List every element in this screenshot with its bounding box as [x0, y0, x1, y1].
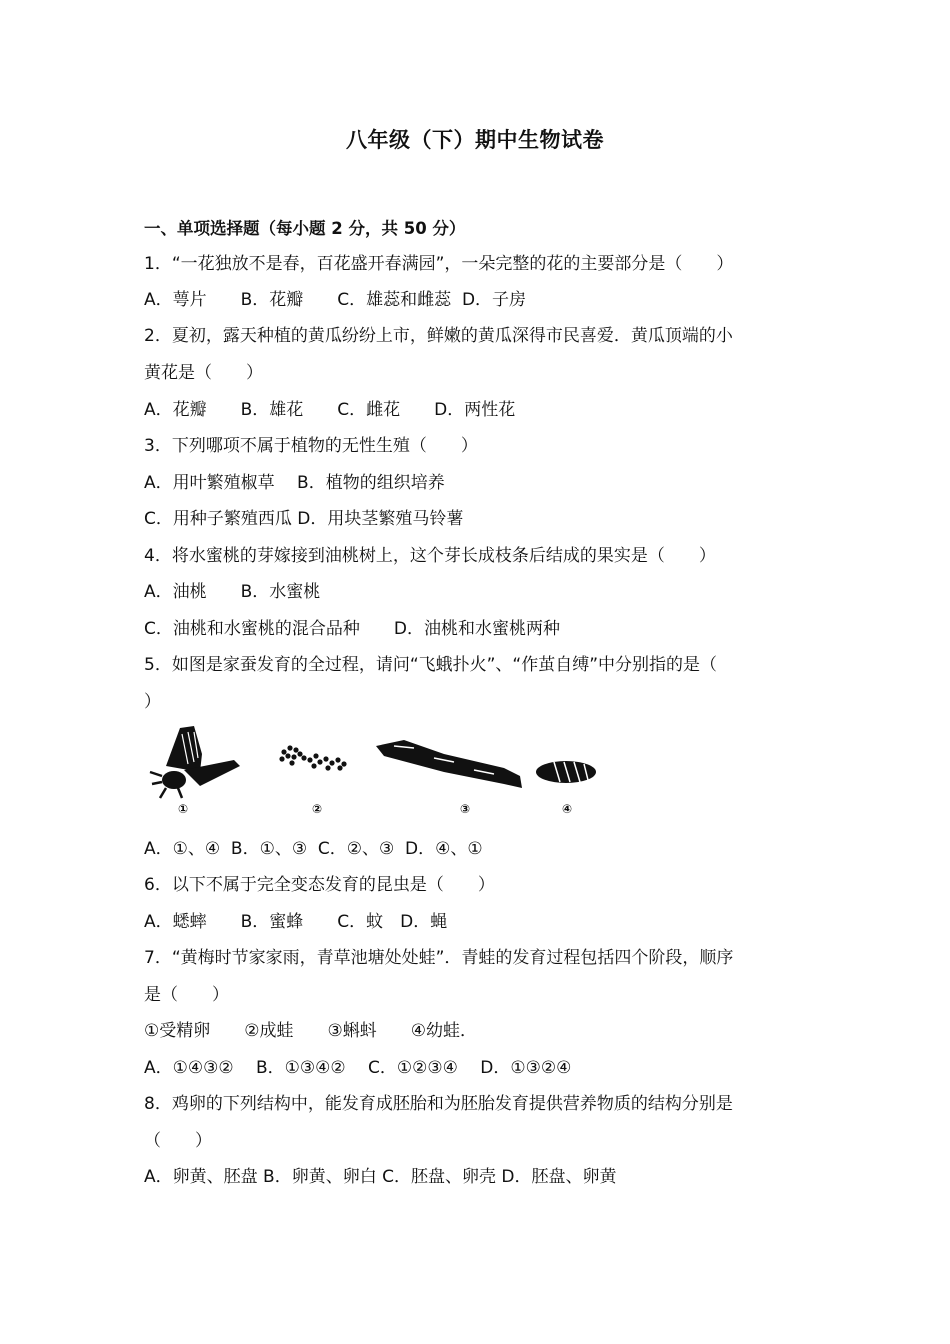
page-title: 八年级（下）期中生物试卷	[346, 128, 604, 152]
section-heading: 一、单项选择题（每小题 2 分，共 50 分）	[144, 219, 466, 238]
figure-label-1: ①	[178, 802, 189, 816]
figure-label-2: ②	[312, 802, 323, 816]
question-3: 3．下列哪项不属于植物的无性生殖（ ）	[144, 436, 478, 456]
question-1-options: A．萼片 B．花瓣 C．雄蕊和雌蕊 D．子房	[144, 290, 527, 310]
larva-icon	[376, 740, 522, 788]
question-4-options-ab: A．油桃 B．水蜜桃	[144, 582, 321, 602]
moth-icon	[150, 726, 240, 798]
question-3-options-ab: A．用叶繁殖椒草 B．植物的组织培养	[144, 473, 445, 493]
question-7-stages: ①受精卵 ②成蛙 ③蝌蚪 ④幼蛙．	[144, 1021, 477, 1041]
silkworm-lifecycle-image	[144, 724, 604, 820]
question-2-cont: 黄花是（ ）	[144, 363, 263, 383]
silkworm-lifecycle-figure	[144, 724, 604, 820]
question-8-options: A．卵黄、胚盘 B．卵黄、卵白 C．胚盘、卵壳 D．胚盘、卵黄	[144, 1167, 617, 1187]
question-5-cont: ）	[144, 692, 161, 712]
question-6-options: A．蟋蟀 B．蜜蜂 C．蚊 D．蝇	[144, 912, 448, 932]
question-4: 4．将水蜜桃的芽嫁接到油桃树上，这个芽长成枝条后结成的果实是（ ）	[144, 546, 716, 566]
question-8: 8．鸡卵的下列结构中，能发育成胚胎和为胚胎发育提供营养物质的结构分别是	[144, 1094, 733, 1114]
question-5: 5．如图是家蚕发育的全过程，请问“飞蛾扑火”、“作茧自缚”中分别指的是（	[144, 655, 718, 675]
question-7-cont: 是（ ）	[144, 985, 229, 1005]
question-6: 6．以下不属于完全变态发育的昆虫是（ ）	[144, 875, 495, 895]
question-3-options-cd: C．用种子繁殖西瓜 D．用块茎繁殖马铃薯	[144, 509, 464, 529]
question-2-options: A．花瓣 B．雄花 C．雌花 D．两性花	[144, 400, 516, 420]
question-7: 7．“黄梅时节家家雨，青草池塘处处蛙”．青蛙的发育过程包括四个阶段，顺序	[144, 948, 734, 968]
question-8-cont: （ ）	[144, 1131, 212, 1151]
question-5-options: A．①、④ B．①、③ C．②、③ D．④、①	[144, 839, 483, 859]
figure-label-3: ③	[460, 802, 471, 816]
question-2: 2．夏初，露天种植的黄瓜纷纷上市，鲜嫩的黄瓜深得市民喜爱．黄瓜顶端的小	[144, 326, 733, 346]
cocoon-icon	[536, 761, 596, 783]
eggs-icon	[279, 745, 346, 770]
question-1: 1．“一花独放不是春，百花盛开春满园”，一朵完整的花的主要部分是（ ）	[144, 254, 734, 274]
question-7-options: A．①④③② B．①③④② C．①②③④ D．①③②④	[144, 1058, 572, 1078]
question-4-options-cd: C．油桃和水蜜桃的混合品种 D．油桃和水蜜桃两种	[144, 619, 560, 639]
figure-label-4: ④	[562, 802, 573, 816]
